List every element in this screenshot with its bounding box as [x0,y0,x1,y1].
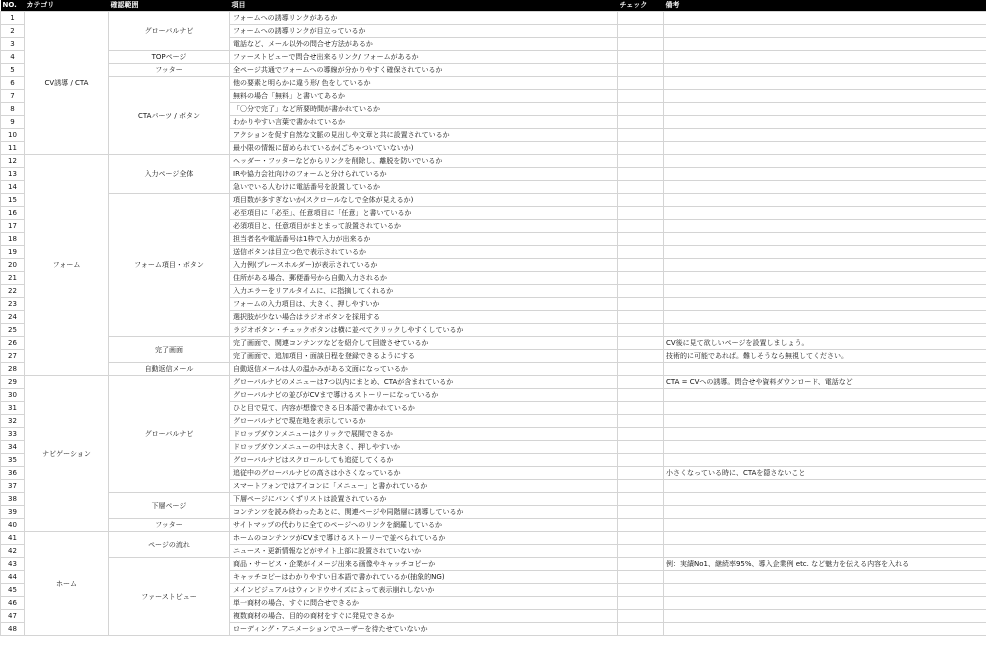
note-cell [664,246,986,259]
note-cell [664,545,986,558]
category-cell: CV誘導 / CTA [25,12,109,155]
row-number: 14 [1,181,25,194]
row-number: 8 [1,103,25,116]
note-cell [664,519,986,532]
check-cell[interactable] [618,558,664,571]
note-cell [664,155,986,168]
item-cell: ドロップダウンメニューはクリックで展開できるか [230,428,618,441]
row-number: 18 [1,233,25,246]
table-row [1,337,986,350]
row-number: 42 [1,545,25,558]
note-cell: CTA = CVへの誘導。問合せや資料ダウンロード、電話など [664,376,986,389]
item-cell: 追従中のグローバルナビの高さは小さくなっているか [230,467,618,480]
item-cell: 下層ページにパンくずリストは設置されているか [230,493,618,506]
row-number: 46 [1,597,25,610]
scope-cell: グローバルナビ [109,12,230,51]
table-row [1,51,986,64]
item-cell: 自動返信メールは人の温かみがある文面になっているか [230,363,618,376]
table-row [1,519,986,532]
note-cell [664,311,986,324]
note-cell [664,38,986,51]
item-cell: グローバルナビで現在地を表示しているか [230,415,618,428]
check-cell[interactable] [618,207,664,220]
check-cell[interactable] [618,363,664,376]
scope-cell: グローバルナビ [109,376,230,493]
note-cell [664,259,986,272]
check-cell[interactable] [618,519,664,532]
note-cell [664,194,986,207]
category-cell: ナビゲーション [25,376,109,532]
row-number: 25 [1,324,25,337]
item-cell: IRや協力会社向けのフォームと分けられているか [230,168,618,181]
row-number: 29 [1,376,25,389]
scope-cell: ファーストビュー [109,558,230,636]
check-cell[interactable] [618,415,664,428]
row-number: 15 [1,194,25,207]
header-category: カテゴリ [25,0,109,12]
row-number: 35 [1,454,25,467]
item-cell: メインビジュアルはウィンドウサイズによって表示崩れしないか [230,584,618,597]
item-cell: グローバルナビはスクロールしても追従してくるか [230,454,618,467]
row-number: 48 [1,623,25,636]
note-cell [664,77,986,90]
check-cell[interactable] [618,12,664,25]
item-cell: 送信ボタンは目立つ色で表示されているか [230,246,618,259]
note-cell [664,233,986,246]
note-cell [664,25,986,38]
item-cell: キャッチコピーはわかりやすい日本語で書かれているか(抽象的NG) [230,571,618,584]
row-number: 7 [1,90,25,103]
check-cell[interactable] [618,428,664,441]
item-cell: グローバルナビの並びがCVまで導けるストーリーになっているか [230,389,618,402]
item-cell: コンテンツを読み終わったあとに、関連ページや同階層に誘導しているか [230,506,618,519]
check-cell[interactable] [618,597,664,610]
check-cell[interactable] [618,350,664,363]
scope-cell: フッター [109,64,230,77]
table-row [1,77,986,90]
check-cell[interactable] [618,389,664,402]
check-cell[interactable] [618,25,664,38]
note-cell [664,272,986,285]
check-cell[interactable] [618,103,664,116]
item-cell: 無料の場合「無料」と書いてあるか [230,90,618,103]
item-cell: ニュース・更新情報などがサイト上部に設置されていないか [230,545,618,558]
row-number: 31 [1,402,25,415]
item-cell: 他の要素と明らかに違う形/ 色をしているか [230,77,618,90]
note-cell [664,51,986,64]
check-cell[interactable] [618,168,664,181]
note-cell: 小さくなっている時に、CTAを隠さないこと [664,467,986,480]
row-number: 33 [1,428,25,441]
note-cell [664,480,986,493]
note-cell [664,363,986,376]
row-number: 16 [1,207,25,220]
check-cell[interactable] [618,220,664,233]
check-cell[interactable] [618,376,664,389]
row-number: 10 [1,129,25,142]
scope-cell: フォーム項目・ボタン [109,194,230,337]
note-cell: 例：実績No1、継続率95%、導入企業例 etc. など魅力を伝える内容を入れる [664,558,986,571]
check-cell[interactable] [618,90,664,103]
check-cell[interactable] [618,337,664,350]
note-cell [664,220,986,233]
row-number: 38 [1,493,25,506]
item-cell: ドロップダウンメニューの中は大きく、押しやすいか [230,441,618,454]
check-cell[interactable] [618,38,664,51]
item-cell: スマートフォンではアイコンに「メニュー」と書かれているか [230,480,618,493]
check-cell[interactable] [618,246,664,259]
check-cell[interactable] [618,532,664,545]
item-cell: 急いでいる人むけに電話番号を設置しているか [230,181,618,194]
item-cell: 選択肢が少ない場合はラジオボタンを採用する [230,311,618,324]
check-cell[interactable] [618,480,664,493]
check-cell[interactable] [618,493,664,506]
item-cell: 担当者名や電話番号は1枠で入力が出来るか [230,233,618,246]
row-number: 27 [1,350,25,363]
row-number: 44 [1,571,25,584]
header-row [1,0,986,12]
check-cell[interactable] [618,272,664,285]
check-cell[interactable] [618,298,664,311]
note-cell [664,285,986,298]
note-cell [664,415,986,428]
scope-cell: 入力ページ全体 [109,155,230,194]
scope-cell: 自動返信メール [109,363,230,376]
item-cell: 必至項目に「必至」、任意項目に「任意」と書いているか [230,207,618,220]
item-cell: フォームの入力項目は、大きく、押しやすいか [230,298,618,311]
check-cell[interactable] [618,155,664,168]
scope-cell: フッター [109,519,230,532]
row-number: 20 [1,259,25,272]
row-number: 45 [1,584,25,597]
row-number: 37 [1,480,25,493]
item-cell: ファーストビューで問合せ出来るリンク/ フォームがあるか [230,51,618,64]
row-number: 39 [1,506,25,519]
check-cell[interactable] [618,584,664,597]
item-cell: 項目数が多すぎないか(スクロールなしで全体が見えるか) [230,194,618,207]
row-number: 34 [1,441,25,454]
check-cell[interactable] [618,506,664,519]
row-number: 21 [1,272,25,285]
check-cell[interactable] [618,454,664,467]
note-cell [664,12,986,25]
note-cell: 技術的に可能であれば。難しそうなら無視してください。 [664,350,986,363]
note-cell [664,207,986,220]
table-row [1,532,986,545]
item-cell: ヘッダー・フッターなどからリンクを削除し、離脱を防いでいるか [230,155,618,168]
note-cell [664,142,986,155]
note-cell [664,584,986,597]
note-cell [664,402,986,415]
check-cell[interactable] [618,571,664,584]
row-number: 12 [1,155,25,168]
header-check: チェック [618,0,664,12]
row-number: 40 [1,519,25,532]
row-number: 22 [1,285,25,298]
note-cell [664,571,986,584]
scope-cell: CTAパーツ / ボタン [109,77,230,155]
row-number: 6 [1,77,25,90]
header-scope: 確認範囲 [109,0,230,12]
note-cell [664,493,986,506]
category-cell: フォーム [25,155,109,376]
row-number: 1 [1,12,25,25]
item-cell: サイトマップの代わりに全てのページへのリンクを網羅しているか [230,519,618,532]
table-row [1,376,986,389]
check-cell[interactable] [618,623,664,636]
row-number: 13 [1,168,25,181]
note-cell [664,64,986,77]
item-cell: 完了画面で、追加項目・面談日程を登録できるようにする [230,350,618,363]
item-cell: ホームのコンテンツがCVまで導けるストーリーで並べられているか [230,532,618,545]
item-cell: 必須項目と、任意項目がまとまって設置されているか [230,220,618,233]
checklist-body [1,12,986,636]
item-cell: 全ページ共通でフォームへの導線が分かりやすく確保されているか [230,64,618,77]
item-cell: 最小限の情報に留められているか(ごちゃついていないか) [230,142,618,155]
table-row [1,155,986,168]
item-cell: 複数商材の場合、目的の商材をすぐに発見できるか [230,610,618,623]
row-number: 28 [1,363,25,376]
item-cell: 入力エラーをリアルタイムに、に指摘してくれるか [230,285,618,298]
row-number: 2 [1,25,25,38]
check-cell[interactable] [618,129,664,142]
note-cell [664,597,986,610]
row-number: 4 [1,51,25,64]
note-cell [664,428,986,441]
note-cell [664,129,986,142]
check-cell[interactable] [618,545,664,558]
item-cell: 電話など、メール以外の問合せ方法があるか [230,38,618,51]
note-cell [664,454,986,467]
row-number: 24 [1,311,25,324]
table-row [1,493,986,506]
check-cell[interactable] [618,402,664,415]
note-cell [664,116,986,129]
note-cell [664,610,986,623]
note-cell [664,441,986,454]
item-cell: わかりやすい言葉で書かれているか [230,116,618,129]
item-cell: 入力例(プレースホルダー)が表示されているか [230,259,618,272]
item-cell: 住所がある場合、郵便番号から自動入力されるか [230,272,618,285]
row-number: 47 [1,610,25,623]
header-note: 備考 [664,0,986,12]
note-cell [664,324,986,337]
table-row [1,363,986,376]
check-cell[interactable] [618,194,664,207]
row-number: 36 [1,467,25,480]
note-cell [664,506,986,519]
item-cell: 「〇分で完了」など所要時間が書かれているか [230,103,618,116]
row-number: 26 [1,337,25,350]
row-number: 43 [1,558,25,571]
table-row [1,194,986,207]
item-cell: ラジオボタン・チェックボタンは横に並べてクリックしやすくしているか [230,324,618,337]
note-cell [664,623,986,636]
scope-cell: ページの流れ [109,532,230,558]
scope-cell: TOPページ [109,51,230,64]
check-cell[interactable] [618,285,664,298]
category-cell: ホーム [25,532,109,636]
item-cell: ひと目で見て、内容が想像できる日本語で書かれているか [230,402,618,415]
note-cell [664,103,986,116]
row-number: 9 [1,116,25,129]
item-cell: アクションを促す自然な文脈の見出しや文章と共に設置されているか [230,129,618,142]
row-number: 41 [1,532,25,545]
check-cell[interactable] [618,610,664,623]
check-cell[interactable] [618,116,664,129]
row-number: 30 [1,389,25,402]
row-number: 17 [1,220,25,233]
header-item: 項目 [230,0,618,12]
item-cell: グローバルナビのメニューは7つ以内にまとめ、CTAが含まれているか [230,376,618,389]
note-cell [664,90,986,103]
item-cell: フォームへの誘導リンクがあるか [230,12,618,25]
note-cell [664,181,986,194]
check-cell[interactable] [618,259,664,272]
check-cell[interactable] [618,77,664,90]
item-cell: 完了画面で、関連コンテンツなどを紹介して回遊させているか [230,337,618,350]
check-cell[interactable] [618,441,664,454]
check-cell[interactable] [618,311,664,324]
item-cell: 単一商材の場合、すぐに問合せできるか [230,597,618,610]
table-row [1,558,986,571]
item-cell: ローディング・アニメーションでユーザーを待たせていないか [230,623,618,636]
check-cell[interactable] [618,467,664,480]
note-cell: CV後に見て欲しいページを設置しましょう。 [664,337,986,350]
row-number: 32 [1,415,25,428]
header-no: NO. [1,0,25,12]
row-number: 11 [1,142,25,155]
check-cell[interactable] [618,51,664,64]
note-cell [664,389,986,402]
check-cell[interactable] [618,142,664,155]
scope-cell: 完了画面 [109,337,230,363]
note-cell [664,532,986,545]
check-cell[interactable] [618,324,664,337]
item-cell: 商品・サービス・企業がイメージ出来る画像やキャッチコピーか [230,558,618,571]
item-cell: フォームへの誘導リンクが目立っているか [230,25,618,38]
row-number: 3 [1,38,25,51]
row-number: 19 [1,246,25,259]
row-number: 23 [1,298,25,311]
check-cell[interactable] [618,181,664,194]
note-cell [664,298,986,311]
scope-cell: 下層ページ [109,493,230,519]
table-row [1,64,986,77]
note-cell [664,168,986,181]
row-number: 5 [1,64,25,77]
check-cell[interactable] [618,64,664,77]
check-cell[interactable] [618,233,664,246]
table-row [1,12,986,25]
